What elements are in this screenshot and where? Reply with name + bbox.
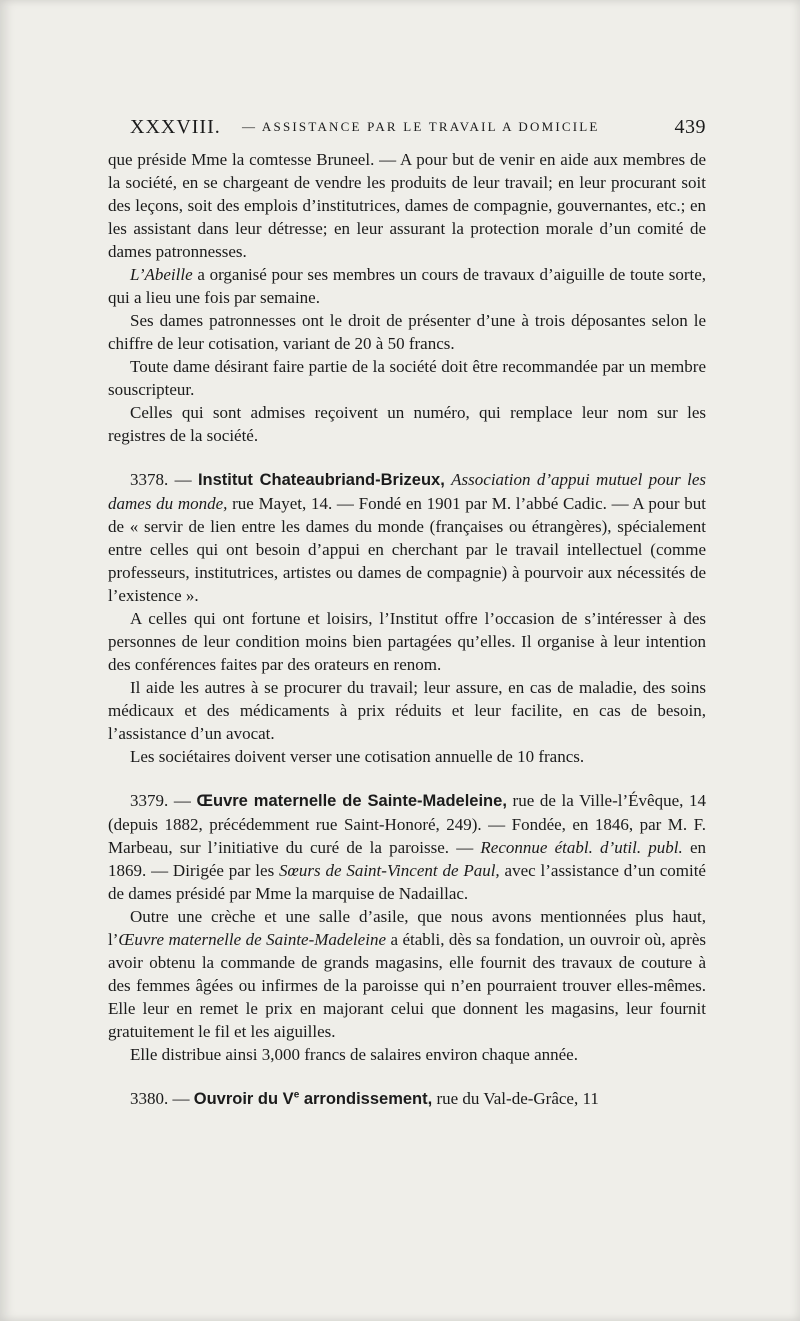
running-header [130, 116, 706, 142]
abeille-paragraph-2 [108, 263, 706, 309]
entry-3380-text: rue du Val-de-Grâce, 11 [432, 1089, 599, 1108]
entry-3379 [108, 789, 706, 905]
abeille-name: L’Abeille [130, 265, 193, 284]
entry-3380 [108, 1087, 706, 1111]
chapter-title: — ASSISTANCE PAR LE TRAVAIL A DOMICILE [242, 119, 600, 134]
entry-3379-paragraph-2 [108, 905, 706, 1043]
abeille-paragraph-1: que préside Mme la comtesse Bruneel. — A pour but de venir en aide aux membres de la société, en se chargeant de vendre les produits de leur travail; en leur procurant soit des leçons, soit des emplois d’institutrices, dames de compagnie, gouvernantes, etc.; en les assistant dans leur détresse; en leur assurant la protection morale d’un comité de dames patronnesses. [108, 150, 706, 261]
abeille-paragraph-4: Toute dame désirant faire partie de la société doit être recommandée par un membre souscripteur. [108, 357, 706, 399]
entry-3378-name: Institut Chateaubriand-Brizeux, [197, 471, 445, 489]
entry-3380-name-b: arrondissement, [299, 1090, 433, 1108]
entry-3379-reconnue: Reconnue établ. d’util. publ. [480, 838, 683, 857]
abeille-paragraph-5: Celles qui sont admises reçoivent un numéro, qui remplace leur nom sur les registres de la société. [108, 403, 706, 445]
entry-3379-p2-name: Œuvre maternelle de Sainte-Madeleine [118, 930, 386, 949]
abeille-paragraph-2-text: a organisé pour ses membres un cours de travaux d’aiguille de toute sorte, qui a lieu une fois par semaine. [108, 265, 706, 307]
entry-3378-paragraph-3: Il aide les autres à se procurer du travail; leur assure, en cas de maladie, des soins médicaux et des médicaments à prix réduits et leur facilite, en cas de besoin, l’assistance d’un avocat. [108, 678, 706, 743]
entry-3378-paragraph-4: Les sociétaires doivent verser une cotisation annuelle de 10 francs. [130, 747, 585, 766]
page-number: 439 [674, 116, 706, 138]
page-body [108, 148, 706, 1111]
chapter-number: XXXVIII. [130, 116, 221, 138]
entry-3379-soeurs: Sœurs de Saint-Vincent de Paul, [279, 861, 500, 880]
entry-3378 [108, 468, 706, 607]
entry-3379-number: 3379. — [130, 791, 197, 810]
entry-3380-number: 3380. — [130, 1089, 194, 1108]
entry-3379-paragraph-3: Elle distribue ainsi 3,000 francs de salaires environ chaque année. [130, 1045, 578, 1064]
entry-3378-association: Association d’appui mutuel pour les dames du monde, [108, 470, 707, 513]
abeille-paragraph-3: Ses dames patronnesses ont le droit de présenter d’une à trois déposantes selon le chiffre de leur cotisation, variant de 20 à 50 francs. [108, 311, 706, 353]
entry-3379-intro-a: rue de la Ville-l’Évêque, 14 (depuis 1882, précédemment rue Saint-Honoré, 249). — Fondée, en 1846, par M. F. Marbeau, sur l’initiative du curé de la paroisse. — [108, 791, 706, 857]
entry-3380-name-a: Ouvroir du V [193, 1090, 294, 1108]
entry-3379-p2-b: a établi, dès sa fondation, un ouvroir où, après avoir obtenu la commande de grands magasins, elle fournit des travaux de couture à des femmes âgées ou infirmes de la paroisse qui n’en pourraient trouver elles-mêmes. Elle leur en remet le prix en majorant celui que donnent les magasins, leur fournit gratuitement le fil et les aiguilles. [108, 930, 706, 1041]
entry-3378-number: 3378. — [130, 470, 198, 489]
entry-3379-p2-a: Outre une crèche et une salle d’asile, que nous avons mentionnées plus haut, l’ [108, 907, 706, 949]
entry-3379-name: Œuvre maternelle de Sainte-Madeleine, [196, 792, 507, 810]
entry-3378-intro: rue Mayet, 14. — Fondé en 1901 par M. l’abbé Cadic. — A pour but de « servir de lien entre les dames du monde (françaises ou étrangères), spécialement entre celles qui ont besoin d’appui en cherchant par le travail intellectuel (comme professeurs, institutrices, artistes ou dames de compagnie) à pourvoir aux nécessités de l’existence ». [108, 494, 706, 605]
entry-3379-intro-c: avec l’assistance d’un comité de dames présidé par Mme la marquise de Nadaillac. [108, 861, 706, 903]
entry-3379-intro-b: en 1869. — Dirigée par les [108, 838, 706, 880]
entry-3380-name [194, 1090, 432, 1108]
entry-3378-paragraph-2: A celles qui ont fortune et loisirs, l’Institut offre l’occasion de s’intéresser à des personnes de leur condition moins bien partagées qu’elles. Il organise à leur intention des conférences faites par des orateurs en renom. [108, 609, 706, 674]
entry-3380-name-sup: e [293, 1089, 300, 1101]
